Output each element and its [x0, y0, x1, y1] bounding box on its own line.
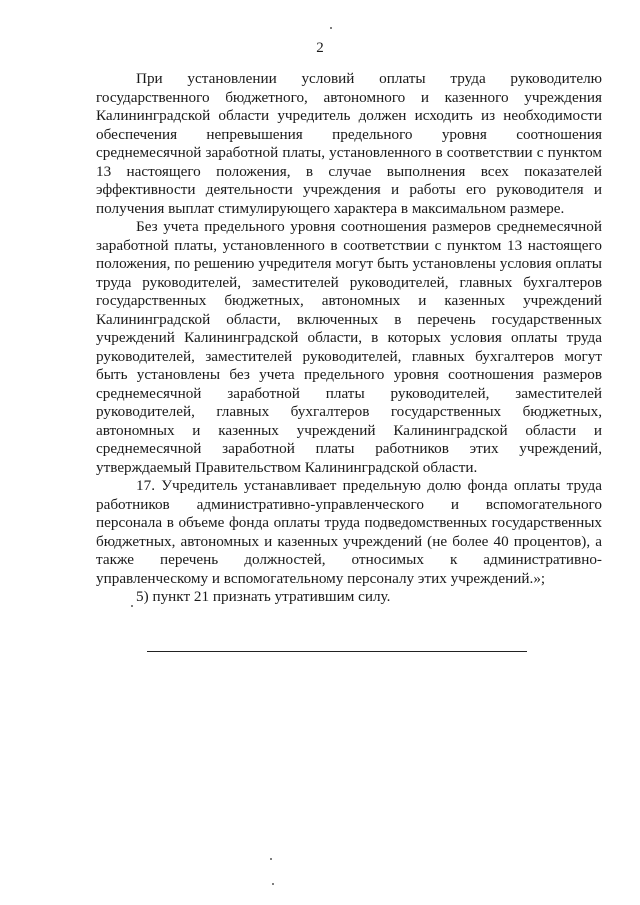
scan-speck	[131, 605, 133, 607]
paragraph-salary-conditions: При установлении условий оплаты труда руководителю государственного бюджетного, автономного и казенного учреждения Калининградской области учредитель должен исходить из необходимости обеспечения непревышения предельного уровня соотношения среднемесячной заработной платы, установленного в соответствии с пунктом 13 настоящего положения, в случае выполнения всех показателей эффективности деятельности учреждения и работы его руководителя и получения выплат стимулирующего характера в максимальном размере.	[96, 70, 602, 217]
scan-speck	[272, 883, 274, 885]
scan-speck	[330, 27, 332, 29]
paragraph-without-limit: Без учета предельного уровня соотношения размеров среднемесячной заработной платы, установленного в соответствии с пунктом 13 настоящего положения, по решению учредителя могут быть установлены условия оплаты труда руководителей, заместителей руководителей, главных бухгалтеров государственных бюджетных, автономных и казенных учреждений Калининградской области, включенных в перечень государственных учреждений Калининградской области, в которых условия оплаты труда руководителей, заместителей руководителей, главных бухгалтеров могут быть установлены без учета предельного уровня соотношения размеров среднемесячной заработной платы руководителей, заместителей руководителей, главных бухгалтеров государственных бюджетных, автономных и казенных учреждений Калининградской области и среднемесячной заработной платы работников этих учреждений, утверждаемый Правительством Калининградской области.	[96, 218, 602, 476]
scan-speck	[270, 858, 272, 860]
paragraph-point-17: 17. Учредитель устанавливает предельную долю фонда оплаты труда работников административно-управленческого и вспомогательного персонала в объеме фонда оплаты труда подведомственных государственных бюджетных, автономных и казенных учреждений (не более 40 процентов), а также перечень должностей, относимых к административно-управленческому и вспомогательному персоналу этих учреждений.»;	[96, 477, 602, 587]
document-body	[96, 70, 602, 607]
page-number: 2	[316, 40, 324, 56]
paragraph-point-21-repeal: 5) пункт 21 признать утратившим силу.	[136, 588, 391, 605]
closing-divider-line	[147, 651, 527, 652]
